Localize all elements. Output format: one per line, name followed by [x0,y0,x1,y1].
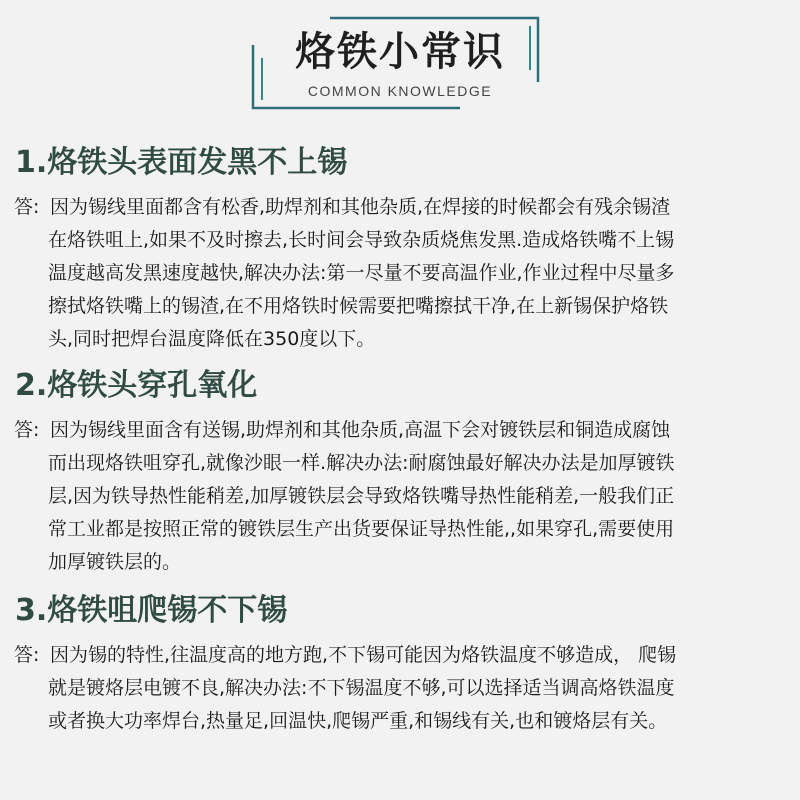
section-heading: 1.烙铁头表面发黑不上锡 [15,145,348,180]
answer-line: 因为锡线里面都含有松香,助焊剂和其他杂质,在焊接的时候都会有残余锡渣 [50,196,671,218]
answer-line: 或者换大功率焊台,热量足,回温快,爬锡严重,和锡线有关,也和镀烙层有关。 [48,710,668,732]
answer-line: 常工业都是按照正常的镀铁层生产出货要保证导热性能,,如果穿孔,需要使用 [48,518,675,540]
answer-line: 温度越高发黑速度越快,解决办法:第一尽量不要高温作业,作业过程中尽量多 [48,262,675,284]
answer-line: 因为锡线里面含有送锡,助焊剂和其他杂质,高温下会对镀铁层和铜造成腐蚀 [50,419,671,441]
answer-label: 答: [14,196,40,218]
answer-line: 而出现烙铁咀穿孔,就像沙眼一样.解决办法:耐腐蚀最好解决办法是加厚镀铁 [48,452,675,474]
answer-line: 加厚镀铁层的。 [48,551,182,573]
section-heading: 3.烙铁咀爬锡不下锡 [15,593,288,628]
answer-line: 头,同时把焊台温度降低在350度以下。 [48,328,376,350]
page-subtitle: COMMON KNOWLEDGE [307,83,493,99]
answer-label: 答: [14,419,40,441]
answer-label: 答: [14,644,40,666]
section-heading: 2.烙铁头穿孔氧化 [15,368,258,403]
answer-line: 在烙铁咀上,如果不及时擦去,长时间会导致杂质烧焦发黑.造成烙铁嘴不上锡 [48,229,675,251]
page-title: 烙铁小常识 [295,29,505,75]
answer-line: 因为锡的特性,往温度高的地方跑,不下锡可能因为烙铁温度不够造成， 爬锡 [50,644,677,666]
answer-line: 层,因为铁导热性能稍差,加厚镀铁层会导致烙铁嘴导热性能稍差,一般我们正 [48,485,675,507]
answer-line: 擦拭烙铁嘴上的锡渣,在不用烙铁时候需要把嘴擦拭干净,在上新锡保护烙铁 [48,295,669,317]
answer-line: 就是镀烙层电镀不良,解决办法:不下锡温度不够,可以选择适当调高烙铁温度 [48,677,675,699]
header [0,0,800,130]
